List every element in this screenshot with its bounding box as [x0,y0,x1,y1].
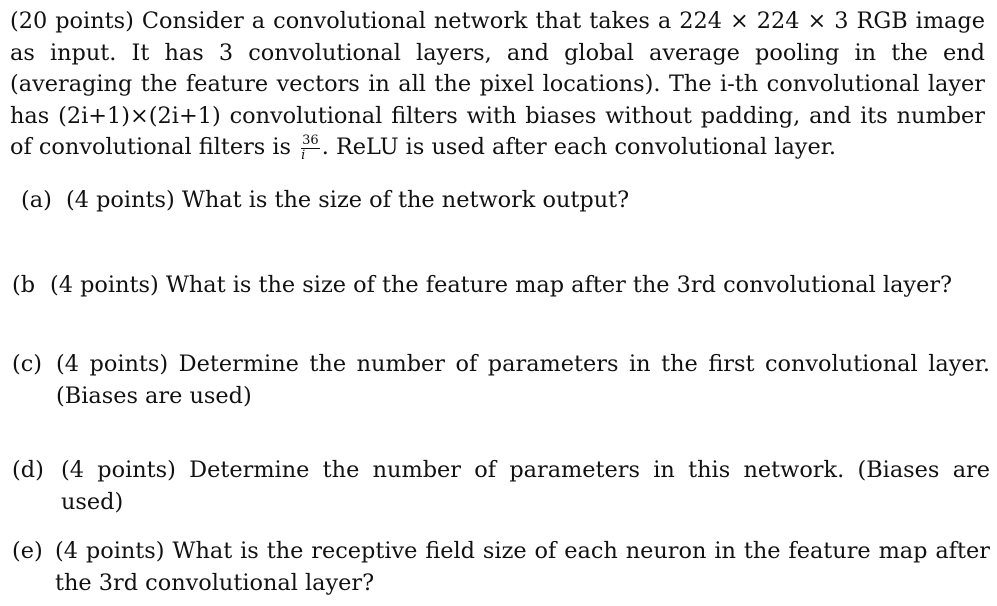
question-label: (d) [12,457,44,483]
question-label: (e) [12,538,43,564]
question-e [12,535,990,599]
question-text: (4 points) Determine the number of parameters in the first convolutional layer. (Biases are used) [56,351,990,409]
question-d [12,454,990,518]
fraction-denominator: i [301,148,306,164]
question-text: (4 points) What is the size of the network output? [66,187,630,213]
question-text: (4 points) Determine the number of parameters in this network. (Biases are used) [61,457,990,515]
problem-statement [10,6,985,164]
fraction-numerator: 36 [302,133,319,149]
question-label: (b [12,272,36,298]
question-b [12,269,990,301]
problem-intro-text: (20 points) Consider a convolutional network that takes a 224 × 224 × 3 RGB image as input. It has 3 convolutional layers, and global average pooling in the end (averaging the feature vectors in all the pixel locations). The i-th convolutional layer has (2i+1)×(2i+1) convolutional filters with biases without padding, and its number of convolutional filters is [10,8,985,160]
question-label: (a) [21,187,52,213]
question-text: (4 points) What is the size of the feature map after the 3rd convolutional layer? [50,272,953,298]
question-c [12,348,990,412]
fraction-36-over-i [301,135,320,162]
question-a [21,184,981,216]
question-text: (4 points) What is the receptive field size of each neuron in the feature map after the 3rd convolutional layer? [55,538,990,596]
problem-intro-text-end: . ReLU is used after each convolutional layer. [321,134,837,160]
question-label: (c) [12,351,43,377]
